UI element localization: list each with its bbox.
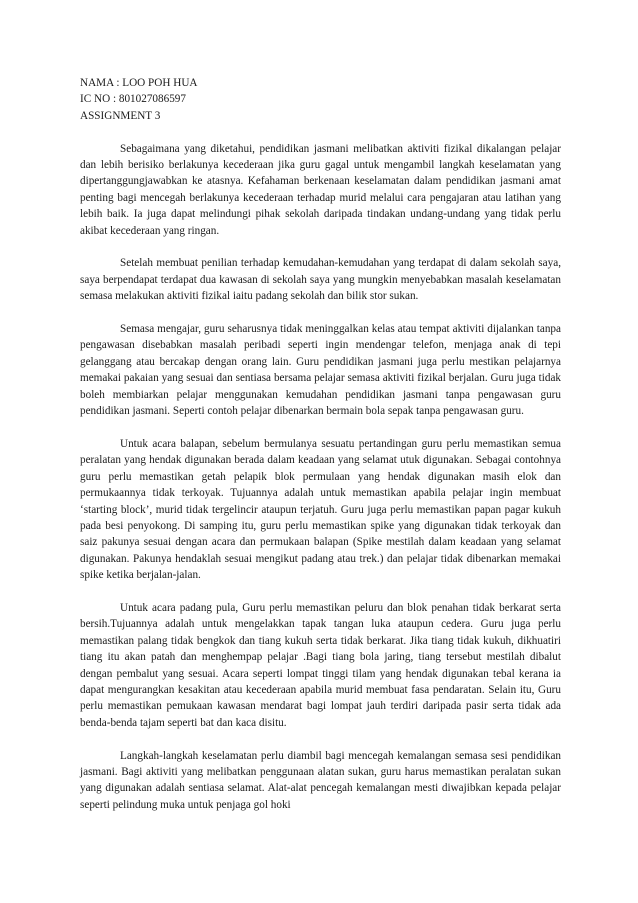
ic-number: IC NO : 801027086597	[80, 93, 186, 106]
assignment-title: ASSIGNMENT 3	[80, 109, 161, 122]
paragraph-assessment: Setelah membuat penilian terhadap kemudahan-kemudahan yang terdapat di dalam sekolah saya, saya berpendapat terdapat dua kawasan di sekolah saya yang mungkin menyebabkan masalah keselamatan semasa melakukan aktiviti fizikal iaitu padang sekolah dan bilik stor sukan.	[80, 257, 561, 303]
document-page	[80, 75, 561, 813]
paragraph-track-events: Untuk acara balapan, sebelum bermulanya sesuatu pertandingan guru perlu memastikan semua peralatan yang hendak digunakan berada dalam keadaan yang selamat utuk digunakan. Sebagai contohnya guru perlu memastikan getah pelapik blok permulaan yang hendak digunakan masih elok dan permukaannya tidak terkoyak. Tujuannya adalah untuk memastikan apabila pelajar ingin membuat ‘starting block’, murid tidak tergelincir ataupun terjatuh. Guru juga perlu memastikan papan pagar kukuh pada besi penyokong. Di samping itu, guru perlu memastikan spike yang digunakan tidak terkoyak dan saiz pakunya sesuai dengan acara dan permukaan balapan (Spike mestilah dalam keadaan yang selamat digunakan. Pakunya hendaklah sesuai mengikut padang atau trek.) dan pelajar tidak dibenarkan memakai spike ketika berjalan-jalan.	[80, 437, 561, 582]
paragraph-safety-steps: Langkah-langkah keselamatan perlu diambil bagi mencegah kemalangan semasa sesi pendidikan jasmani. Bagi aktiviti yang melibatkan penggunaan alatan sukan, guru harus memastikan peralatan sukan yang digunakan adalah sentiasa selamat. Alat-alat pencegah kemalangan mesti diwajibkan kepada pelajar seperti pelindung muka untuk penjaga gol hoki	[80, 749, 561, 811]
paragraph-supervision: Semasa mengajar, guru seharusnya tidak meninggalkan kelas atau tempat aktiviti dijalankan tanpa pengawasan disebabkan masalah peribadi seperti ingin mendengar telefon, menjaga anak di tepi gelanggang atau bercakap dengan orang lain. Guru pendidikan jasmani juga perlu mestikan pelajarnya memakai pakaian yang sesuai dan sentiasa bersama pelajar semasa aktiviti fizikal berjalan. Guru juga tidak boleh membiarkan pelajar menggunakan kemudahan pendidikan jasmani tanpa pengawasan guru pendidikan jasmani. Seperti contoh pelajar dibenarkan bermain bola sepak tanpa pengawasan guru.	[80, 323, 561, 418]
paragraph-field-events: Untuk acara padang pula, Guru perlu memastikan peluru dan blok penahan tidak berkarat serta bersih.Tujuannya adalah untuk mengelakkan tapak tangan luka ataupun cedera. Guru juga perlu memastikan palang tidak bengkok dan tiang kukuh serta tidak berkarat. Jika tiang tidak kukuh, dikhuatiri tiang itu akan patah dan menghempap pelajar .Bagi tiang bola jaring, tiang tersebut mestilah dibalut dengan pembalut yang sesuai. Acara seperti lompat tinggi tilam yang hendak digunakan tebal kerana ia dapat mengurangkan kesakitan atau kecederaan apabila murid membuat fasa pendaratan. Selain itu, Guru perlu memastikan pemukaan kawasan mendarat bagi lompat jauh terdiri daripada pasir serta tidak ada benda-benda tajam seperti bat dan kaca disitu.	[80, 601, 561, 729]
student-name: NAMA : LOO POH HUA	[80, 77, 198, 89]
paragraph-intro: Sebagaimana yang diketahui, pendidikan jasmani melibatkan aktiviti fizikal dikalangan pelajar dan lebih berisiko berlakunya kecederaan jika guru gagal untuk mengambil langkah keselamatan yang dipertanggungjawabkan ke atasnya. Kefahaman berkenaan keselamatan dalam pendidikan jasmani amat penting bagi mencegah berlakunya kecederaan terhadap murid melalui cara pengajaran atau latihan yang lebih baik. Ia juga dapat melindungi pihak sekolah daripada tindakan undang-undang yang tidak perlu akibat kecederaan yang ringan.	[80, 142, 561, 237]
